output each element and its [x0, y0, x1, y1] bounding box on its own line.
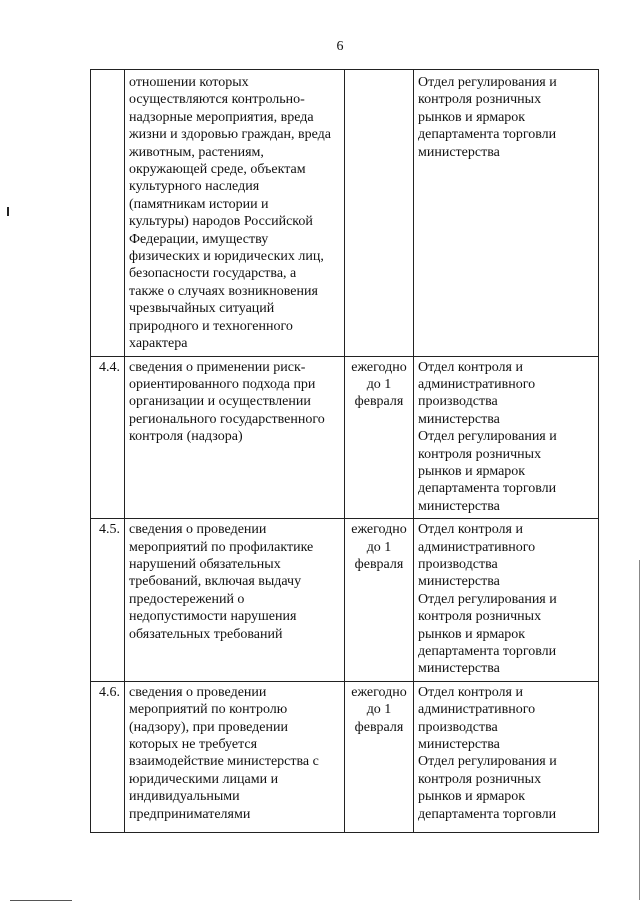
description-line: безопасности государства, а — [129, 266, 297, 282]
description-line: сведения о проведении — [129, 522, 267, 538]
description-line: культурного наследия — [129, 179, 260, 195]
scan-mark — [7, 207, 9, 216]
responsible-line: рынков и ярмарок — [418, 626, 526, 642]
description-line: жизни и здоровью граждан, вреда — [129, 127, 331, 143]
description-line: природного и техногенного — [129, 318, 293, 334]
description-line: сведения о проведении — [129, 684, 267, 700]
responsible-line: Отдел контроля и — [418, 359, 523, 375]
deadline-cell — [345, 681, 414, 832]
deadline-line: ежегодно — [351, 522, 407, 538]
responsible-line: контроля розничных — [418, 609, 542, 625]
responsible-line: Отдел контроля и — [418, 522, 523, 538]
deadline-line: до 1 — [366, 376, 392, 392]
responsible-line: производства — [418, 719, 498, 735]
responsible-line: рынков и ярмарок — [418, 789, 526, 805]
description-line: Федерации, имуществу — [129, 231, 269, 247]
responsible-cell — [414, 519, 599, 682]
responsible-line: административного — [418, 702, 536, 718]
responsible-line: рынков и ярмарок — [418, 463, 526, 479]
description-line: предпринимателями — [129, 806, 251, 822]
description-line: обязательных требований — [129, 626, 283, 642]
description-line: ориентированного подхода при — [129, 376, 316, 392]
description-line: чрезвычайных ситуаций — [129, 301, 275, 317]
responsible-line: Отдел регулирования и — [418, 75, 557, 90]
deadline-cell — [345, 70, 414, 357]
table-row — [91, 70, 599, 357]
responsible-line: Отдел регулирования и — [418, 591, 557, 607]
description-line: индивидуальными — [129, 789, 240, 805]
responsible-line: департамента торговли — [418, 644, 557, 659]
description-cell — [125, 519, 345, 682]
description-line: (памятникам истории и — [129, 196, 269, 212]
description-line: сведения о применении риск- — [129, 359, 306, 375]
deadline-line: февраля — [354, 556, 404, 572]
row-number-cell: 4.4. — [91, 356, 125, 519]
responsible-line: министерства — [418, 144, 500, 160]
responsible-line: министерства — [418, 661, 500, 677]
responsible-cell — [414, 356, 599, 519]
deadline-line: до 1 — [366, 702, 392, 718]
deadline-line: ежегодно — [351, 359, 407, 375]
description-line: животным, растениям, — [129, 144, 264, 160]
footer-rule — [10, 900, 72, 901]
responsible-line: контроля розничных — [418, 446, 542, 462]
responsible-line: административного — [418, 376, 536, 392]
responsible-line: министерства — [418, 411, 500, 427]
description-line: культуры) народов Российской — [129, 214, 313, 230]
responsible-line: департамента торговли — [418, 127, 557, 143]
description-line: взаимодействие министерства с — [129, 754, 319, 770]
description-cell — [125, 681, 345, 832]
description-line: надзорные мероприятия, вреда — [129, 109, 314, 125]
description-line: требований, включая выдачу — [129, 574, 302, 590]
responsible-cell — [414, 70, 599, 357]
responsible-line: производства — [418, 394, 498, 410]
description-line: отношении которых — [129, 75, 249, 90]
responsible-line: производства — [418, 556, 498, 572]
row-number-cell — [91, 70, 125, 357]
table-row — [91, 519, 599, 682]
page-number: 6 — [336, 39, 344, 54]
description-cell — [125, 356, 345, 519]
schedule-table — [90, 69, 599, 833]
responsible-line: Отдел контроля и — [418, 684, 523, 700]
table-row — [91, 356, 599, 519]
description-line: юридическими лицами и — [129, 771, 279, 787]
deadline-line: февраля — [354, 394, 404, 410]
description-cell — [125, 70, 345, 357]
description-line: (надзору), при проведении — [129, 719, 288, 735]
description-line: мероприятий по контролю — [129, 702, 288, 718]
deadline-line: февраля — [354, 719, 404, 735]
description-line: недопустимости нарушения — [129, 609, 297, 625]
description-line: физических и юридических лиц, — [129, 249, 324, 265]
table-row — [91, 681, 599, 832]
description-line: контроля (надзора) — [129, 429, 243, 445]
responsible-line: административного — [418, 539, 536, 555]
description-line: которых не требуется — [129, 737, 258, 753]
description-line: нарушений обязательных — [129, 556, 281, 572]
deadline-cell — [345, 356, 414, 519]
responsible-line: Отдел регулирования и — [418, 754, 557, 770]
responsible-line: министерства — [418, 574, 500, 590]
deadline-line: до 1 — [366, 539, 392, 555]
description-line: осуществляются контрольно- — [129, 92, 305, 108]
description-line: мероприятий по профилактике — [129, 539, 314, 555]
deadline-line: ежегодно — [351, 684, 407, 700]
deadline-cell — [345, 519, 414, 682]
responsible-line: контроля розничных — [418, 771, 542, 787]
responsible-line: министерства — [418, 498, 500, 514]
responsible-cell — [414, 681, 599, 832]
description-line: организации и осуществлении — [129, 394, 311, 410]
row-number-cell: 4.5. — [91, 519, 125, 682]
description-line: характера — [129, 336, 188, 352]
responsible-line: рынков и ярмарок — [418, 109, 526, 125]
responsible-line: контроля розничных — [418, 92, 542, 108]
description-line: также о случаях возникновения — [129, 283, 318, 299]
responsible-line: департамента торговли — [418, 806, 557, 822]
row-number-cell: 4.6. — [91, 681, 125, 832]
responsible-line: департамента торговли — [418, 481, 557, 497]
responsible-line: Отдел регулирования и — [418, 429, 557, 445]
description-line: предостережений о — [129, 591, 245, 607]
responsible-line: министерства — [418, 737, 500, 753]
description-line: окружающей среде, объектам — [129, 162, 306, 178]
description-line: регионального государственного — [129, 411, 325, 427]
